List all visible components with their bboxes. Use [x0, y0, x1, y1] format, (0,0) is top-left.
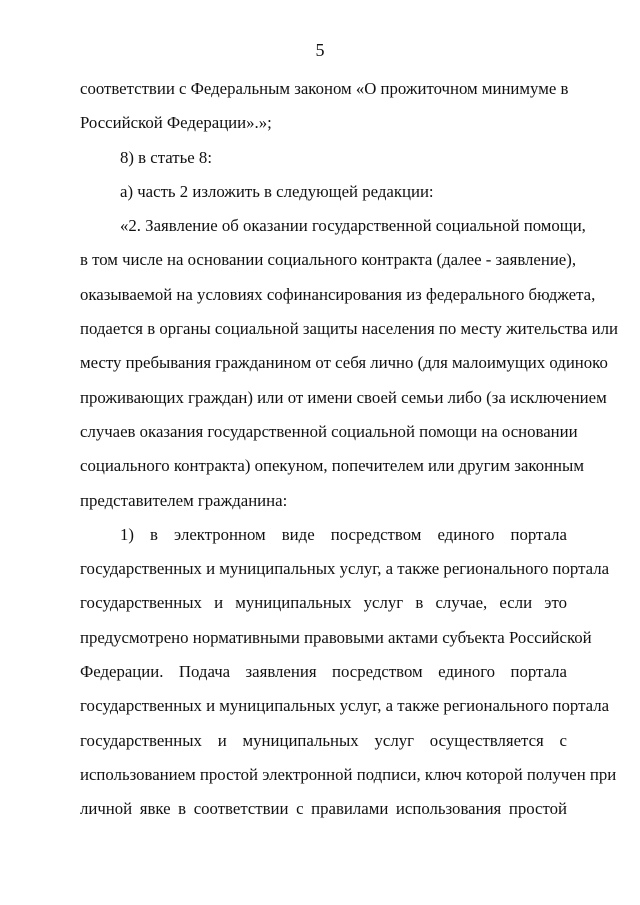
text-line: Российской Федерации».»; [80, 113, 272, 133]
text-line: 8) в статье 8: [120, 147, 212, 167]
text-line: использованием простой электронной подписи, ключ которой получен при [80, 764, 617, 784]
text-line: государственных и муниципальных услуг осуществляется с [80, 730, 567, 750]
text-line: «2. Заявление об оказании государственной социальной помощи, [120, 216, 586, 236]
text-line: государственных и муниципальных услуг в случае, если это [80, 593, 567, 613]
text-line: Федерации. Подача заявления посредством единого портала [80, 662, 567, 682]
text-line: социального контракта) опекуном, попечителем или другим законным [80, 456, 584, 476]
text-line: предусмотрено нормативными правовыми актами субъекта Российской [80, 627, 592, 647]
page-number: 5 [315, 40, 325, 60]
text-line: в том числе на основании социального контракта (далее - заявление), [80, 250, 577, 270]
text-line: подается в органы социальной защиты населения по месту жительства или [80, 319, 618, 339]
text-line: месту пребывания гражданином от себя лично (для малоимущих одиноко [80, 353, 608, 373]
text-line: соответствии с Федеральным законом «О прожиточном минимуме в [80, 79, 569, 98]
text-line: 1) в электронном виде посредством единого портала [120, 524, 567, 544]
text-line: случаев оказания государственной социальной помощи на основании [80, 421, 578, 441]
text-line: а) часть 2 изложить в следующей редакции: [120, 181, 434, 201]
text-line: государственных и муниципальных услуг, а также регионального портала [80, 559, 610, 579]
text-line: оказываемой на условиях софинансирования из федерального бюджета, [80, 284, 596, 304]
text-line: представителем гражданина: [80, 490, 288, 510]
document-body [80, 77, 618, 832]
text-line: проживающих граждан) или от имени своей семьи либо (за исключением [80, 387, 607, 407]
text-line: государственных и муниципальных услуг, а также регионального портала [80, 696, 610, 716]
text-line: личной явке в соответствии с правилами использования простой [80, 799, 567, 819]
